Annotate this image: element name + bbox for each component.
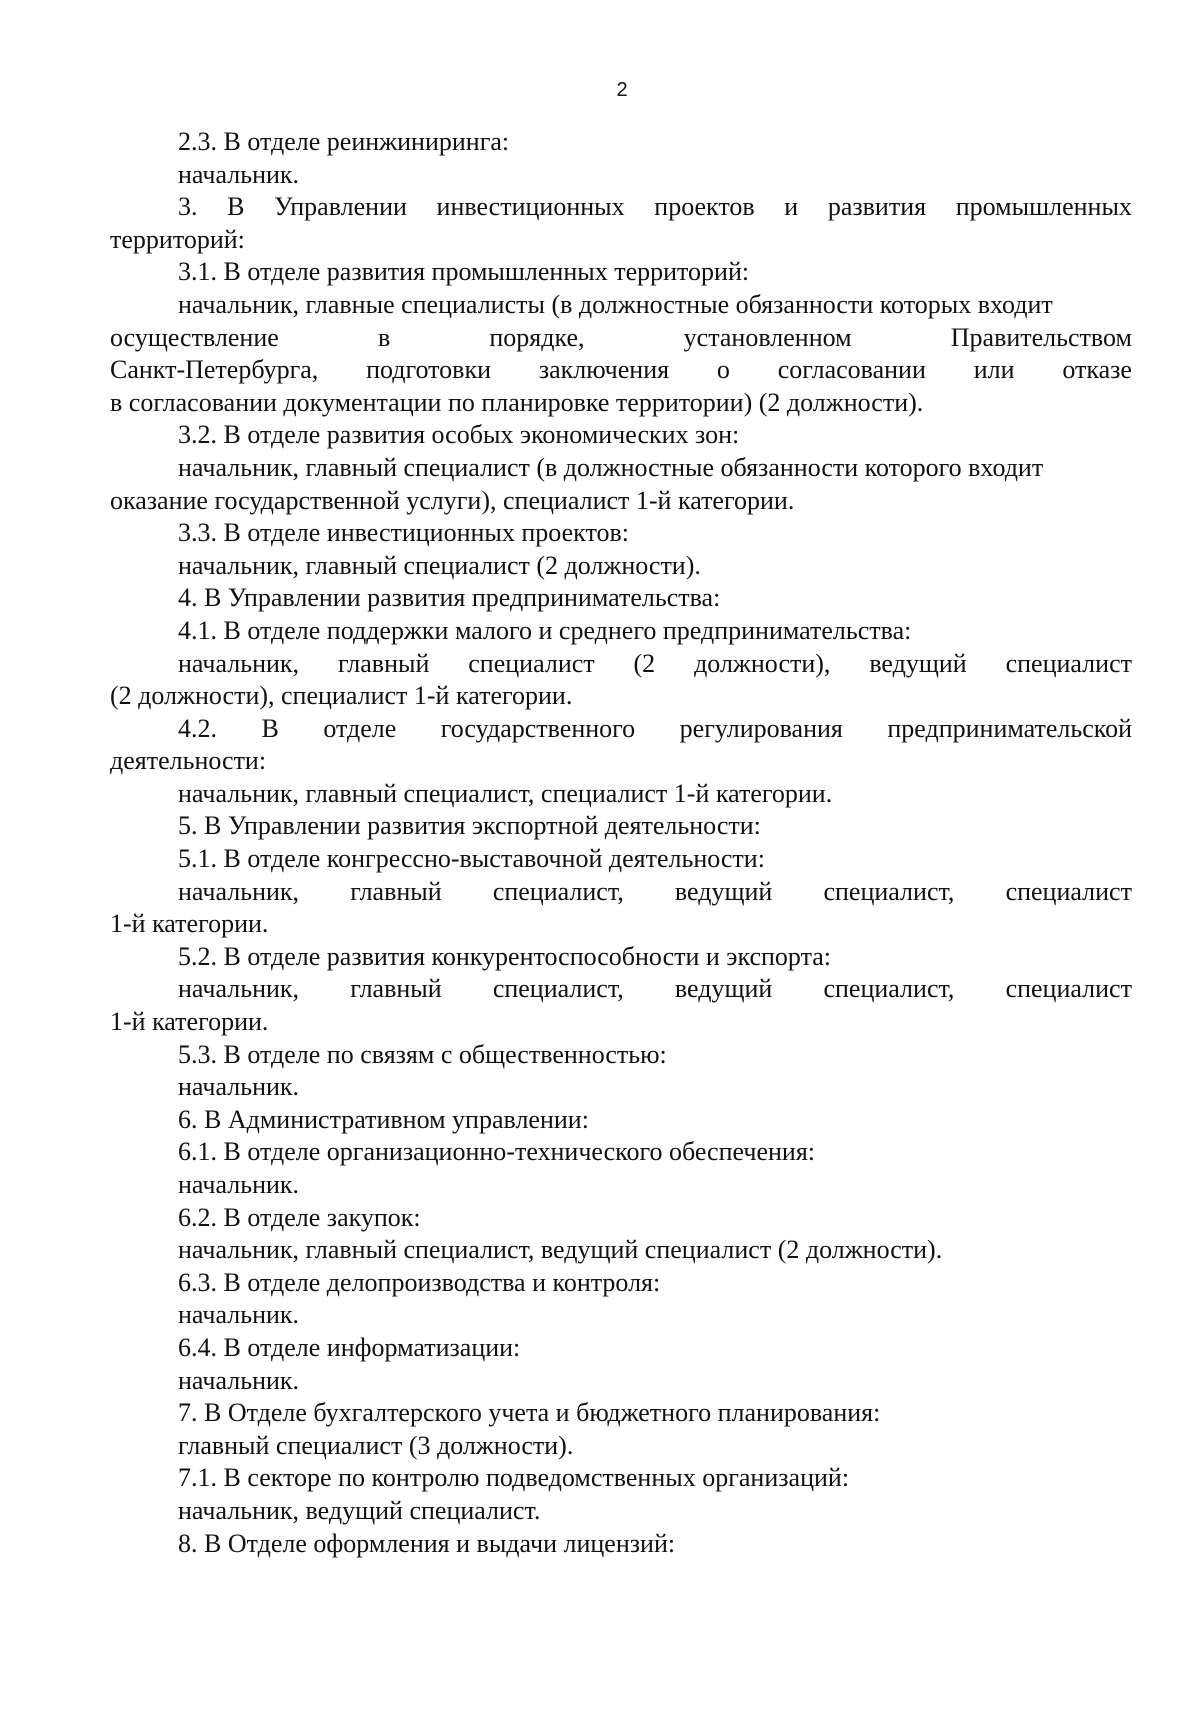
word: ведущий	[869, 648, 967, 678]
text-line: начальник, главный специалист, ведущий специалист (2 должности).	[178, 1235, 943, 1265]
word: ведущий	[674, 876, 773, 906]
justified-line	[110, 876, 1132, 909]
text-line: 4. В Управлении развития предпринимательства:	[178, 583, 721, 613]
text-line: 5.1. В отделе конгрессно-выставочной деятельности:	[178, 844, 765, 874]
text-line: начальник, главный специалист (2 должности).	[178, 550, 701, 580]
text-line: 3.2. В отделе развития особых экономических зон:	[178, 420, 740, 450]
text-line: начальник, главный специалист, специалист 1-й категории.	[178, 778, 833, 808]
word: специалист	[468, 648, 595, 678]
text-line: (2 должности), специалист 1-й категории.	[110, 681, 573, 711]
text-line: начальник.	[178, 159, 300, 189]
word: развития	[827, 192, 927, 222]
text-line: 1-й категории.	[110, 1007, 269, 1037]
text-line: 3.1. В отделе развития промышленных территорий:	[178, 257, 750, 287]
text-line: 7.1. В секторе по контролю подведомственных организаций:	[178, 1463, 850, 1493]
word: должности),	[694, 648, 831, 678]
word: Санкт-Петербурга,	[110, 355, 319, 385]
word: инвестиционных	[436, 192, 625, 222]
word: промышленных	[955, 192, 1132, 222]
word: Управлении	[274, 192, 407, 222]
text-line: территорий:	[110, 224, 245, 254]
justified-line	[110, 713, 1132, 746]
justified-line	[110, 648, 1132, 681]
word: или	[973, 355, 1015, 385]
text-line: начальник.	[178, 1365, 300, 1395]
text-line: начальник.	[178, 1170, 300, 1199]
text-line: 6.2. В отделе закупок:	[178, 1202, 421, 1232]
text-line: начальник, главный специалист (в должностные обязанности которого входит	[178, 452, 1044, 482]
text-line: деятельности:	[110, 746, 267, 776]
text-line: 3.3. В отделе инвестиционных проектов:	[178, 518, 629, 548]
word: регулирования	[679, 713, 843, 743]
word: специалист,	[492, 876, 624, 906]
word: Правительством	[950, 322, 1132, 352]
text-line: 2.3. В отделе реинжиниринга:	[178, 127, 510, 156]
text-line: 5. В Управлении развития экспортной деятельности:	[178, 811, 761, 841]
text-line: в согласовании документации по планировке территории) (2 должности).	[110, 387, 924, 417]
word: специалист,	[492, 974, 624, 1004]
text-line: начальник, ведущий специалист.	[178, 1495, 541, 1525]
word: осуществление	[110, 322, 279, 352]
text-line: 4.1. В отделе поддержки малого и среднего предпринимательства:	[178, 615, 912, 645]
word: начальник,	[178, 974, 300, 1004]
text-line: 6.4. В отделе информатизации:	[178, 1332, 521, 1362]
text-line: начальник.	[178, 1300, 300, 1330]
word: установленном	[683, 322, 852, 352]
word: В	[227, 192, 245, 222]
text-line: 5.3. В отделе по связям с общественностью:	[178, 1039, 667, 1069]
word: проектов	[654, 192, 755, 222]
word: главный	[350, 876, 442, 906]
text-line: 7. В Отделе бухгалтерского учета и бюджетного планирования:	[178, 1398, 881, 1428]
justified-line	[110, 191, 1132, 224]
word: ведущий	[674, 974, 773, 1004]
page-number: 2	[616, 79, 628, 101]
word: начальник,	[178, 876, 300, 906]
word: заключения	[538, 355, 670, 385]
word: главный	[337, 648, 430, 678]
word: специалист	[1005, 648, 1132, 678]
word: подготовки	[366, 355, 492, 385]
word: государственного	[440, 713, 636, 743]
word: отделе	[323, 713, 397, 743]
word: специалист	[1005, 876, 1132, 906]
word: в	[377, 322, 391, 352]
text-line: начальник, главные специалисты (в должностные обязанности которых входит	[178, 289, 1053, 319]
text-line: главный специалист (3 должности).	[178, 1430, 574, 1460]
justified-line	[110, 354, 1132, 387]
text-line: 5.2. В отделе развития конкурентоспособности и экспорта:	[178, 941, 832, 971]
word: специалист,	[823, 876, 955, 906]
word: специалист,	[823, 974, 955, 1004]
text-line: оказание государственной услуги), специалист 1-й категории.	[110, 485, 795, 515]
word: предпринимательской	[887, 713, 1132, 743]
word: В	[261, 713, 279, 743]
justified-line	[110, 973, 1132, 1006]
word: 3.	[178, 192, 198, 222]
text-line: 1-й категории.	[110, 909, 269, 939]
text-line: 6. В Административном управлении:	[178, 1104, 589, 1134]
word: главный	[350, 974, 442, 1004]
word: о	[716, 355, 730, 385]
text-line: начальник.	[178, 1072, 300, 1102]
word: 4.2.	[178, 713, 217, 743]
word: и	[784, 192, 799, 222]
word: начальник,	[178, 648, 300, 678]
word: отказе	[1062, 355, 1132, 385]
document-body	[110, 126, 1132, 1560]
word: (2	[633, 648, 656, 678]
justified-line	[110, 322, 1132, 355]
text-line: 8. В Отделе оформления и выдачи лицензий:	[178, 1528, 676, 1558]
word: порядке,	[489, 322, 585, 352]
text-line: 6.3. В отделе делопроизводства и контроля:	[178, 1267, 661, 1297]
text-line: 6.1. В отделе организационно-технического обеспечения:	[178, 1137, 816, 1167]
word: специалист	[1005, 974, 1132, 1004]
word: согласовании	[777, 355, 926, 385]
